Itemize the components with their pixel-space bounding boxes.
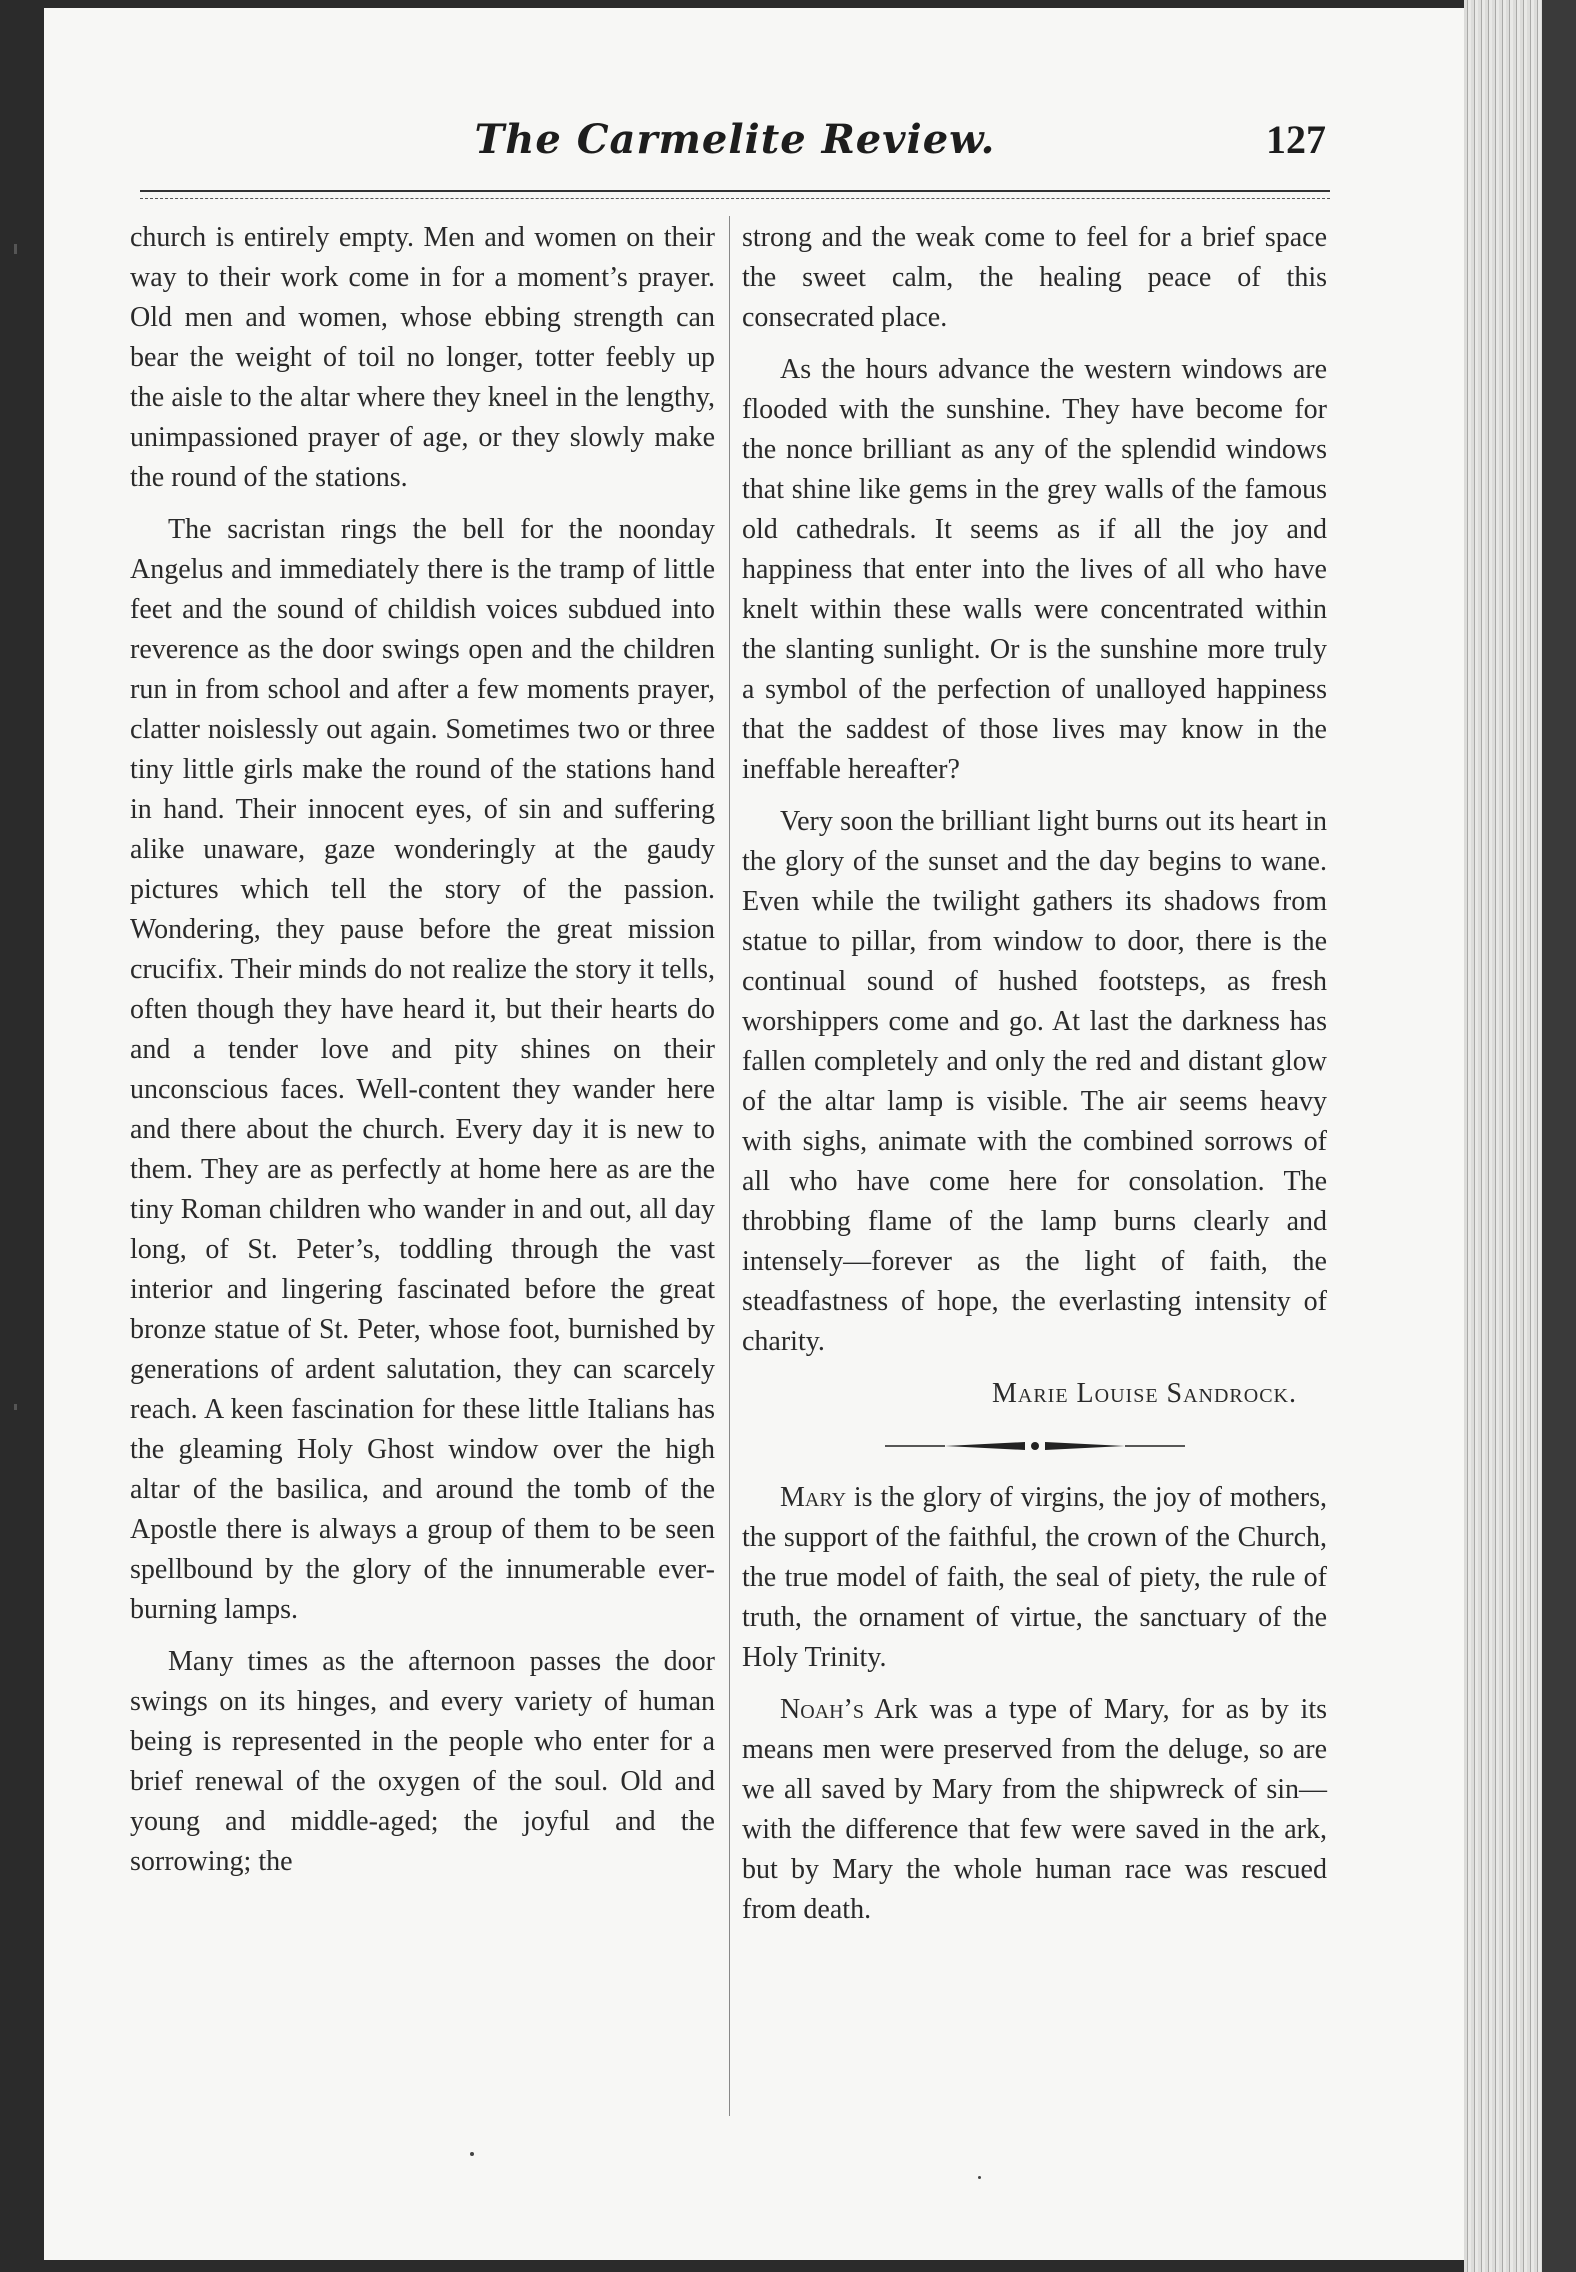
lead-word: Noah’s: [780, 1694, 864, 1725]
speck: [470, 2152, 474, 2156]
right-column: [742, 218, 1327, 1942]
paragraph: As the hours advance the western windows are flooded with the sunshine. They have become for the nonce brilliant as any of the splendid windows that shine like gems in the grey walls of the famous old cathedrals. It seems as if all the joy and happiness that enter into the lives of all who have knelt within these walls were concentrated within the slanting sunlight. Or is the sunshine more truly a symbol of the perfection of unalloyed happiness that the saddest of those lives may know in the ineffable hereafter?: [742, 354, 1327, 785]
speck: [978, 2176, 981, 2179]
margin-mark: [14, 244, 17, 254]
paragraph-text: is the glory of virgins, the joy of mothers, the support of the faithful, the crown of the Church, the true model of faith, the seal of piety, the rule of truth, the ornament of virtue, the sanctuary of the Holy Trinity.: [742, 1482, 1327, 1673]
running-header: [140, 116, 1330, 186]
paragraph-text: Ark was a type of Mary, for as by its means men were preserved from the deluge, so are we all saved by Mary from the shipwreck of sin—with the difference that few were saved in the ark, but by Mary the whole human race was rescued from death.: [742, 1694, 1327, 1925]
paragraph: church is entirely empty. Men and women on their way to their work come in for a moment’s prayer. Old men and women, whose ebbing strength can bear the weight of toil no longer, totter feebly up the aisle to the altar where they kneel in the lengthy, unimpassioned prayer of age, or they slowly make the round of the stations.: [130, 222, 715, 493]
margin-mark: [14, 1404, 17, 1410]
lead-word: Mary: [780, 1482, 847, 1513]
noah-paragraph: [742, 1690, 1327, 1930]
page-edges: [1464, 0, 1576, 2272]
paragraph: strong and the weak come to feel for a brief space the sweet calm, the healing peace of this consecrated place.: [742, 222, 1327, 333]
column-divider: [729, 216, 730, 2116]
header-rule-dashed: [140, 198, 1330, 199]
page-number: 127: [1266, 117, 1326, 162]
ornament-divider-icon: [885, 1436, 1185, 1456]
paragraph: The sacristan rings the bell for the noonday Angelus and immediately there is the tramp of little feet and the sound of childish voices subdued into reverence as the door swings open and the children run in from school and after a few moments prayer, clatter noislessly out again. Sometimes two or three tiny little girls make the round of the stations hand in hand. Their innocent eyes, of sin and suffering alike unaware, gaze wonderingly at the gaudy pictures which tell the story of the passion. Wondering, they pause before the great mission crucifix. Their minds do not realize the story it tells, often though they have heard it, but their hearts do and a tender love and pity shines on their unconscious faces. Well-content they wander here and there about the church. Every day it is new to them. They are as perfectly at home here as are the tiny Roman children who wander in and out, all day long, of St. Peter’s, toddling through the vast interior and lingering fascinated before the great bronze statue of St. Peter, whose foot, burnished by generations of ardent salutation, they can scarcely reach. A keen fascination for these little Italians has the gleaming Holy Ghost window over the high altar of the basilica, and around the tomb of the Apostle there is always a group of them to be seen spellbound by the glory of the innumerable ever-burning lamps.: [130, 514, 715, 1625]
journal-title: The Carmelite Review.: [474, 116, 996, 163]
header-rule: [140, 190, 1330, 192]
paragraph: Very soon the brilliant light burns out its heart in the glory of the sunset and the day begins to wane. Even while the twilight gathers its shadows from statue to pillar, from window to door, there is the continual sound of hushed footsteps, as fresh worshippers come and go. At last the darkness has fallen completely and only the red and distant glow of the altar lamp is visible. The air seems heavy with sighs, animate with the combined sorrows of all who have come here for consolation. The throbbing flame of the lamp burns clearly and intensely—forever as the light of faith, the steadfastness of hope, the everlasting intensity of charity.: [742, 806, 1327, 1357]
mary-paragraph: [742, 1478, 1327, 1678]
author-signature: Marie Louise Sandrock.: [991, 1378, 1297, 1409]
left-column: [130, 218, 715, 1894]
paragraph: Many times as the afternoon passes the door swings on its hinges, and every variety of human being is represented in the people who enter for a brief renewal of the oxygen of the soul. Old and young and middle-aged; the joyful and the sorrowing; the: [130, 1646, 715, 1877]
